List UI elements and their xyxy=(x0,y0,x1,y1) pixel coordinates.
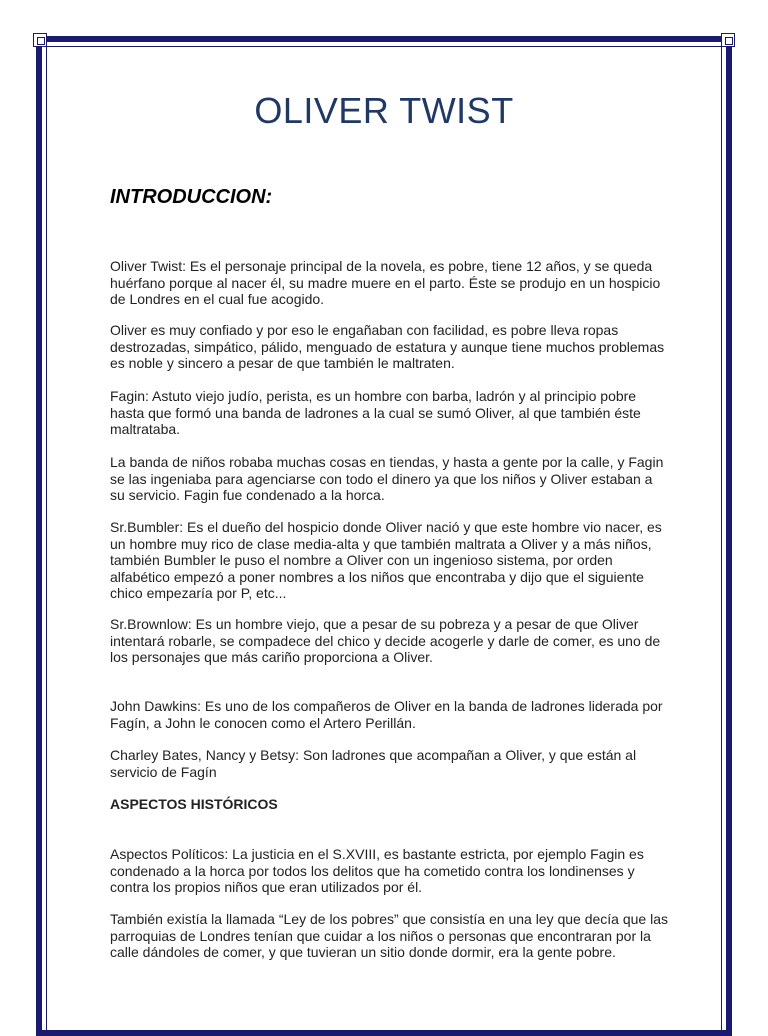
section-heading-aspectos-historicos: ASPECTOS HISTÓRICOS xyxy=(110,796,278,812)
paragraph-charley-bates: Charley Bates, Nancy y Betsy: Son ladrones que acompañan a Oliver, y que están al servicio de Fagín xyxy=(110,747,637,780)
document-title: OLIVER TWIST xyxy=(254,90,514,131)
paragraph-john-dawkins: John Dawkins: Es uno de los compañeros de Oliver en la banda de ladrones liderada por Fagín, a John le conocen como el Artero Perillán. xyxy=(110,698,663,731)
paragraph-aspectos-politicos: Aspectos Políticos: La justicia en el S.XVIII, es bastante estricta, por ejemplo Fagin es condenado a la horca por todos los delitos que ha cometido contra los londinenses y contra los propios niños que eran utilizados por él. xyxy=(110,846,644,895)
corner-ornament-top-left xyxy=(33,33,47,47)
paragraph-fagin: Fagin: Astuto viejo judío, perista, es un hombre con barba, ladrón y al principio pobre hasta que formó una banda de ladrones a la cual se sumó Oliver, al que también éste maltrataba. xyxy=(110,388,641,437)
paragraph-bumbler: Sr.Bumbler: Es el dueño del hospicio donde Oliver nació y que este hombre vio nacer, es un hombre muy rico de clase media-alta y que también maltrata a Oliver y a más niños, también Bumbler le puso el nombre a Oliver con un ingenioso sistema, por orden alfabético empezó a poner nombres a los niños que encontraba y dijo que el siguiente chico empezaría por P, etc... xyxy=(110,519,662,601)
paragraph-banda: La banda de niños robaba muchas cosas en tiendas, y hasta a gente por la calle, y Fagin se las ingeniaba para agenciarse con todo el dinero ya que los niños y Oliver estaban a su servicio. Fagin fue condenado a la horca. xyxy=(110,454,664,503)
paragraph-brownlow: Sr.Brownlow: Es un hombre viejo, que a pesar de su pobreza y a pesar de que Oliver intentará robarle, se compadece del chico y decide acogerle y darle de comer, es uno de los personajes que más cariño proporciona a Oliver. xyxy=(110,616,661,665)
intro-heading: INTRODUCCION: xyxy=(110,186,273,208)
paragraph-ley-de-pobres: También existía la llamada “Ley de los pobres” que consistía en una ley que decía que las parroquias de Londres tenían que cuidar a los niños o personas que encontraran por la calle dándoles de comer, y que tuvieran un sitio donde dormir, era la gente pobre. xyxy=(110,911,669,960)
paragraph-oliver-twist: Oliver Twist: Es el personaje principal de la novela, es pobre, tiene 12 años, y se queda huérfano porque al nacer él, su madre muere en el parto. Éste se produjo en un hospicio de Londres en el cual fue acogido. xyxy=(110,258,661,307)
paragraph-oliver-character: Oliver es muy confiado y por eso le engañaban con facilidad, es pobre lleva ropas destrozadas, simpático, pálido, menguado de estatura y aunque tiene muchos problemas es noble y sincero a pesar de que también le maltraten. xyxy=(110,322,665,371)
corner-ornament-top-right xyxy=(721,33,735,47)
